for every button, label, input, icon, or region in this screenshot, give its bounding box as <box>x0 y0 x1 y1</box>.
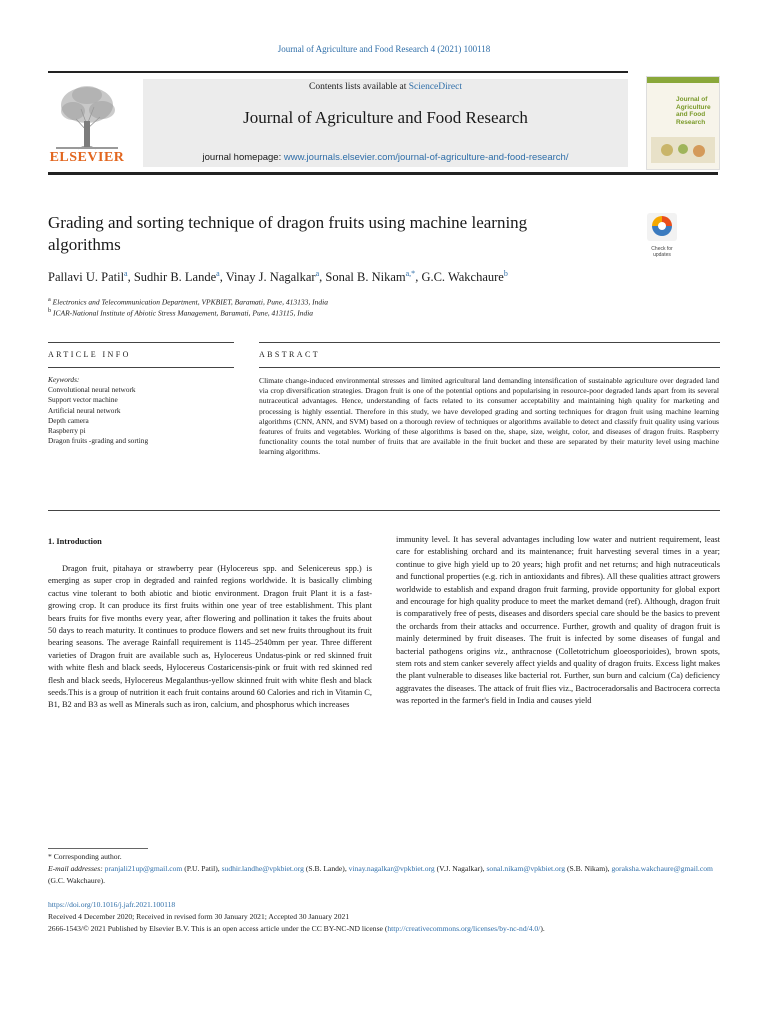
email-link[interactable]: sudhir.landhe@vpkbiet.org <box>221 864 304 873</box>
cover-title: Journal of Agriculture and Food Research <box>676 96 711 126</box>
footnote-rule <box>48 848 148 849</box>
keywords-block <box>48 375 228 446</box>
author-affiliation-mark[interactable]: b <box>503 269 508 278</box>
keyword-item: Raspberry pi <box>48 426 86 436</box>
received-dates: Received 4 December 2020; Received in revised form 30 January 2021; Accepted 30 January 2021 <box>48 912 350 921</box>
affiliation-text: Electronics and Telecommunication Department, VPKBIET, Baramati, Pune, 413133, India <box>52 297 328 307</box>
affiliation-text: ICAR-National Institute of Abiotic Stress Management, Baramati, Pune, 413115, India <box>53 308 314 318</box>
header-top-rule <box>48 71 628 73</box>
crossmark-icon <box>647 213 677 241</box>
email-owner: (S.B. Lande), <box>303 864 349 873</box>
affiliation-mark: b <box>48 307 52 314</box>
email-link[interactable]: pranjali21up@gmail.com <box>104 864 183 873</box>
author-name[interactable]: Pallavi U. Patil <box>48 270 125 285</box>
journal-reference-link[interactable]: Journal of Agriculture and Food Research 4 (2021) 100118 <box>277 44 491 54</box>
abstract-rule <box>259 342 720 343</box>
license-link[interactable]: http://creativecommons.org/licenses/by-nc-nd/4.0/ <box>387 924 541 933</box>
author-list: Pallavi U. Patil$^a$, Sudhir B. Lande$^a$, Vinay J. Nagalkar$^a$, Sonal B. Nikam$^{a,*}$, G.C. Wakchaure$^b$ <box>48 269 508 285</box>
keyword-item: Depth camera <box>48 415 89 425</box>
email-owner: (G.C. Wakchaure). <box>48 876 106 885</box>
introduction-right-column <box>396 534 720 708</box>
sciencedirect-link[interactable]: ScienceDirect <box>408 82 462 92</box>
contents-line <box>143 82 628 92</box>
check-for-updates-badge[interactable] <box>647 213 677 258</box>
keyword-item: Support vector machine <box>48 395 118 405</box>
intro-right-text-a: immunity level. It has several advantages including low water and nutrient requirement, least care for establishing orchard and its maintenance; fruit harvesting several times in a year; continue to give high yield up to 20 years; high profit and net returns; and high nutraceuticals and functional properties (e.g. rich in antioxidants and fibres). All these qualities attract growers worldwide to establish and expand dragon fruit farming, provide opportunity for global export and encourage for high quality produce to meet the market demand (ref). Although, dragon fruit is comparatively free of pests, diseases and disorders special care should be the basics to prevent the orchards from their attacks and occurrence. Further, growth and quality of dragon fruit is mainly determined by fruit diseases. The fruit is infected by some diseases of fungal and bacterial pathogens origins <box>396 535 720 656</box>
keywords-label: Keywords: <box>48 375 80 384</box>
abstract-text: Climate change-induced environmental stresses and limited agricultural land demanding intensification of sustainable agriculture over degraded land via crop diversification strategies. Dragon fruit is one of the potential options and popularising in resource-poor degraded lands apart from its several nutraceutical advantages. Hence, understanding of facts related to its consumer acceptability and maintaining high quality for marketing and processing is highly essential. Therefore in this study, we have developed grading and sorting techniques for dragon fruit using machine learning algorithms (CNN, ANN, and SVM) based on a thorough review of techniques or algorithms available to detect and classify fruit quality using various features of fruits and vegetables. Working of these algorithms is based on the, shape, size, weight, color, and diseases of dragon fruits. Raspberry functionality counts the total number of fruits that are available in the fruit bucket and these are separated by their maturity level using machine learning algorithms. <box>259 376 719 457</box>
intro-right-viz: viz., <box>494 646 508 656</box>
email-owner: (V.J. Nagalkar), <box>434 864 487 873</box>
author-affiliation-mark[interactable]: a <box>315 269 320 278</box>
article-info-rule <box>48 342 234 343</box>
crossmark-label: Check for updates <box>651 246 673 258</box>
publisher-wordmark: ELSEVIER <box>49 150 125 165</box>
affiliation-a <box>48 296 328 307</box>
article-title: Grading and sorting technique of dragon fruits using machine learning algorithms <box>48 213 528 254</box>
keyword-item: Artificial neural network <box>48 405 121 415</box>
corresponding-author-note: * Corresponding author. <box>48 852 122 861</box>
email-link[interactable]: sonal.nikam@vpkbiet.org <box>486 864 566 873</box>
author-affiliation-mark[interactable]: a,* <box>405 269 416 278</box>
author-name[interactable]: G.C. Wakchaure <box>421 270 504 285</box>
email-link[interactable]: vinay.nagalkar@vpkbiet.org <box>348 864 435 873</box>
header-bottom-rule <box>48 172 718 175</box>
keyword-item: Convolutional neural network <box>48 385 136 395</box>
article-info-heading: ARTICLE INFO <box>48 350 131 359</box>
author-affiliation-mark[interactable]: a <box>216 269 220 278</box>
author-name[interactable]: Sudhir B. Lande <box>133 270 217 285</box>
introduction-left-column: Dragon fruit, pitahaya or strawberry pear (Hylocereus spp. and Selenicereus spp.) is emerging as super crop in degraded and rainfed regions worldwide. It is basically climbing cactus vine tolerant to both abiotic and biotic environment. Dragon fruit Plant it is a fast-growing crop. It can produce its first fruits within one year of tree establishment. This plant bears fruits for five months every year, after flowering and pollination it takes the fruits about 50 days to reach maturity. It continues to produce flowers and set new fruits throughout its fruit bearing seasons. The average Rainfall requirement is 1145–2540mm per year. Three different varieties of Dragon fruit are available such as, Hylocereus Undatus-pink or red skinned fruit with white flesh and black seeds, Hylocereus Costaricensis-pink or fruit with red skinned red flesh and black seeds, Hylocereus Megalanthus-yellow skinned fruit with white flesh and black seeds.This is a group of nutrition it each fruit contains around 60 Calories and rich in Vitamin C, B1, B2 and B3 as well as Minerals such as iron, calcium, and phosphorus which increases <box>48 564 372 710</box>
affiliation-b <box>48 307 313 318</box>
email-owner: (S.B. Nikam), <box>565 864 612 873</box>
journal-homepage-link[interactable]: www.journals.elsevier.com/journal-of-agriculture-and-food-research/ <box>283 152 569 163</box>
doi-link[interactable]: https://doi.org/10.1016/j.jafr.2021.100118 <box>48 900 176 909</box>
author-name[interactable]: Vinay J. Nagalkar <box>225 270 316 285</box>
contents-prefix: Contents lists available at <box>308 82 409 92</box>
email-label: E-mail addresses: <box>48 864 103 873</box>
journal-homepage-line <box>143 152 628 163</box>
author-name[interactable]: Sonal B. Nikam <box>325 270 406 285</box>
intro-right-text-b: anthracnose (Colletotrichum gloeosporioides), brown spots, stem rots and stem canker severely affect yields and quality of dragon fruits. Excess light makes the plant vulnerable to diseases like bacterial rot. Further, sun burn and calcium (Ca) deficiency aggravates the diseases. The attack of fruit flies viz., Bactroceradorsalis and Bactrocera correcta was reported in the farmer's field in India and causes yield <box>396 646 720 706</box>
journal-title: Journal of Agriculture and Food Research <box>243 108 528 127</box>
introduction-heading: 1. Introduction <box>48 537 102 546</box>
abstract-end-rule <box>48 510 720 511</box>
license-suffix: ). <box>540 924 545 933</box>
homepage-label: journal homepage: <box>202 152 284 163</box>
abstract-rule-bottom <box>259 367 720 368</box>
abstract-heading: ABSTRACT <box>259 350 320 359</box>
email-owner: (P.U. Patil), <box>182 864 222 873</box>
article-info-rule-bottom <box>48 367 234 368</box>
license-line <box>48 923 728 935</box>
email-link[interactable]: goraksha.wakchaure@gmail.com <box>611 864 713 873</box>
license-prefix: 2666-1543/© 2021 Published by Elsevier B.V. This is an open access article under the CC BY-NC-ND license ( <box>48 924 388 933</box>
author-affiliation-mark[interactable]: a <box>124 269 128 278</box>
affiliation-mark: a <box>48 296 51 303</box>
email-addresses <box>48 863 728 887</box>
keyword-item: Dragon fruits -grading and sorting <box>48 436 149 446</box>
